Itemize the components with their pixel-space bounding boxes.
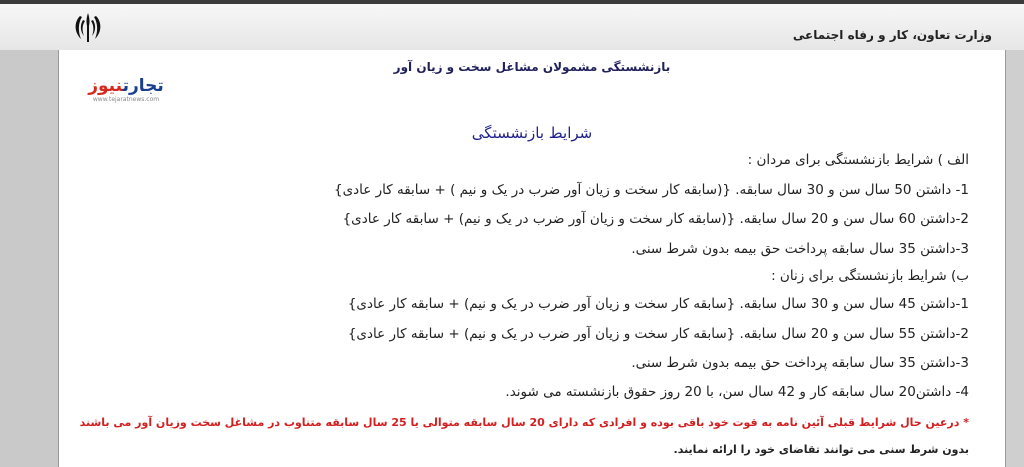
- women-condition-2: 2-داشتن 55 سال سن و 20 سال سابقه. {سابقه کار سخت و زیان آور ضرب در یک و نیم) + سابقه کار عادی}: [347, 326, 969, 342]
- men-condition-2: 2-داشتن 60 سال سن و 20 سال سابقه. {(سابقه کار سخت و زیان آور ضرب در یک و نیم) + سابقه کار عادی}: [342, 211, 969, 227]
- men-conditions-heading: الف ) شرایط بازنشستگی برای مردان :: [747, 152, 969, 168]
- women-condition-1: 1-داشتن 45 سال سن و 30 سال سابقه. {سابقه کار سخت و زیان آور ضرب در یک و نیم) + سابقه کار عادی}: [347, 296, 969, 312]
- women-condition-4: 4- داشتن20 سال سابقه کار و 42 سال سن، با 20 روز حقوق بازنشسته می شوند.: [505, 384, 969, 400]
- iran-emblem-icon: [70, 10, 106, 44]
- logo-wordmark: تجارتنیوز: [88, 76, 164, 96]
- men-condition-1: 1- داشتن 50 سال سن و 30 سال سابقه. {(سابقه کار سخت و زیان آور ضرب در یک و نیم ) + سابقه کار عادی}: [333, 182, 969, 198]
- logo-site-url: www.tejaratnews.com: [92, 96, 160, 103]
- right-margin: [1005, 50, 1024, 467]
- page-title: بازنشستگی مشمولان مشاغل سخت و زیان آور: [393, 60, 671, 74]
- ministry-name: وزارت تعاون، کار و رفاه اجتماعی: [792, 28, 992, 42]
- women-condition-3: 3-داشتن 35 سال سابقه پرداخت حق بیمه بدون شرط سنی.: [631, 355, 969, 371]
- site-header: [0, 4, 1024, 50]
- note-line-1: * درعین حال شرایط قبلی آئین نامه به قوت خود باقی بوده و افرادی که دارای 20 سال سابقه متوالی یا 25 سال سابقه متناوب در مشاغل سخت وزیان آور می باشند: [79, 416, 969, 429]
- women-conditions-heading: ب) شرایط بازنشستگی برای زنان :: [771, 268, 969, 284]
- note-line-2: بدون شرط سنی می توانند تقاضای خود را ارائه نمایند.: [673, 443, 969, 456]
- men-condition-3: 3-داشتن 35 سال سابقه پرداخت حق بیمه بدون شرط سنی.: [631, 241, 969, 257]
- left-margin: [0, 50, 58, 467]
- content-panel: [58, 50, 1006, 467]
- section-title: شرایط بازنشستگی: [471, 124, 593, 142]
- tejarat-news-logo: [81, 76, 171, 110]
